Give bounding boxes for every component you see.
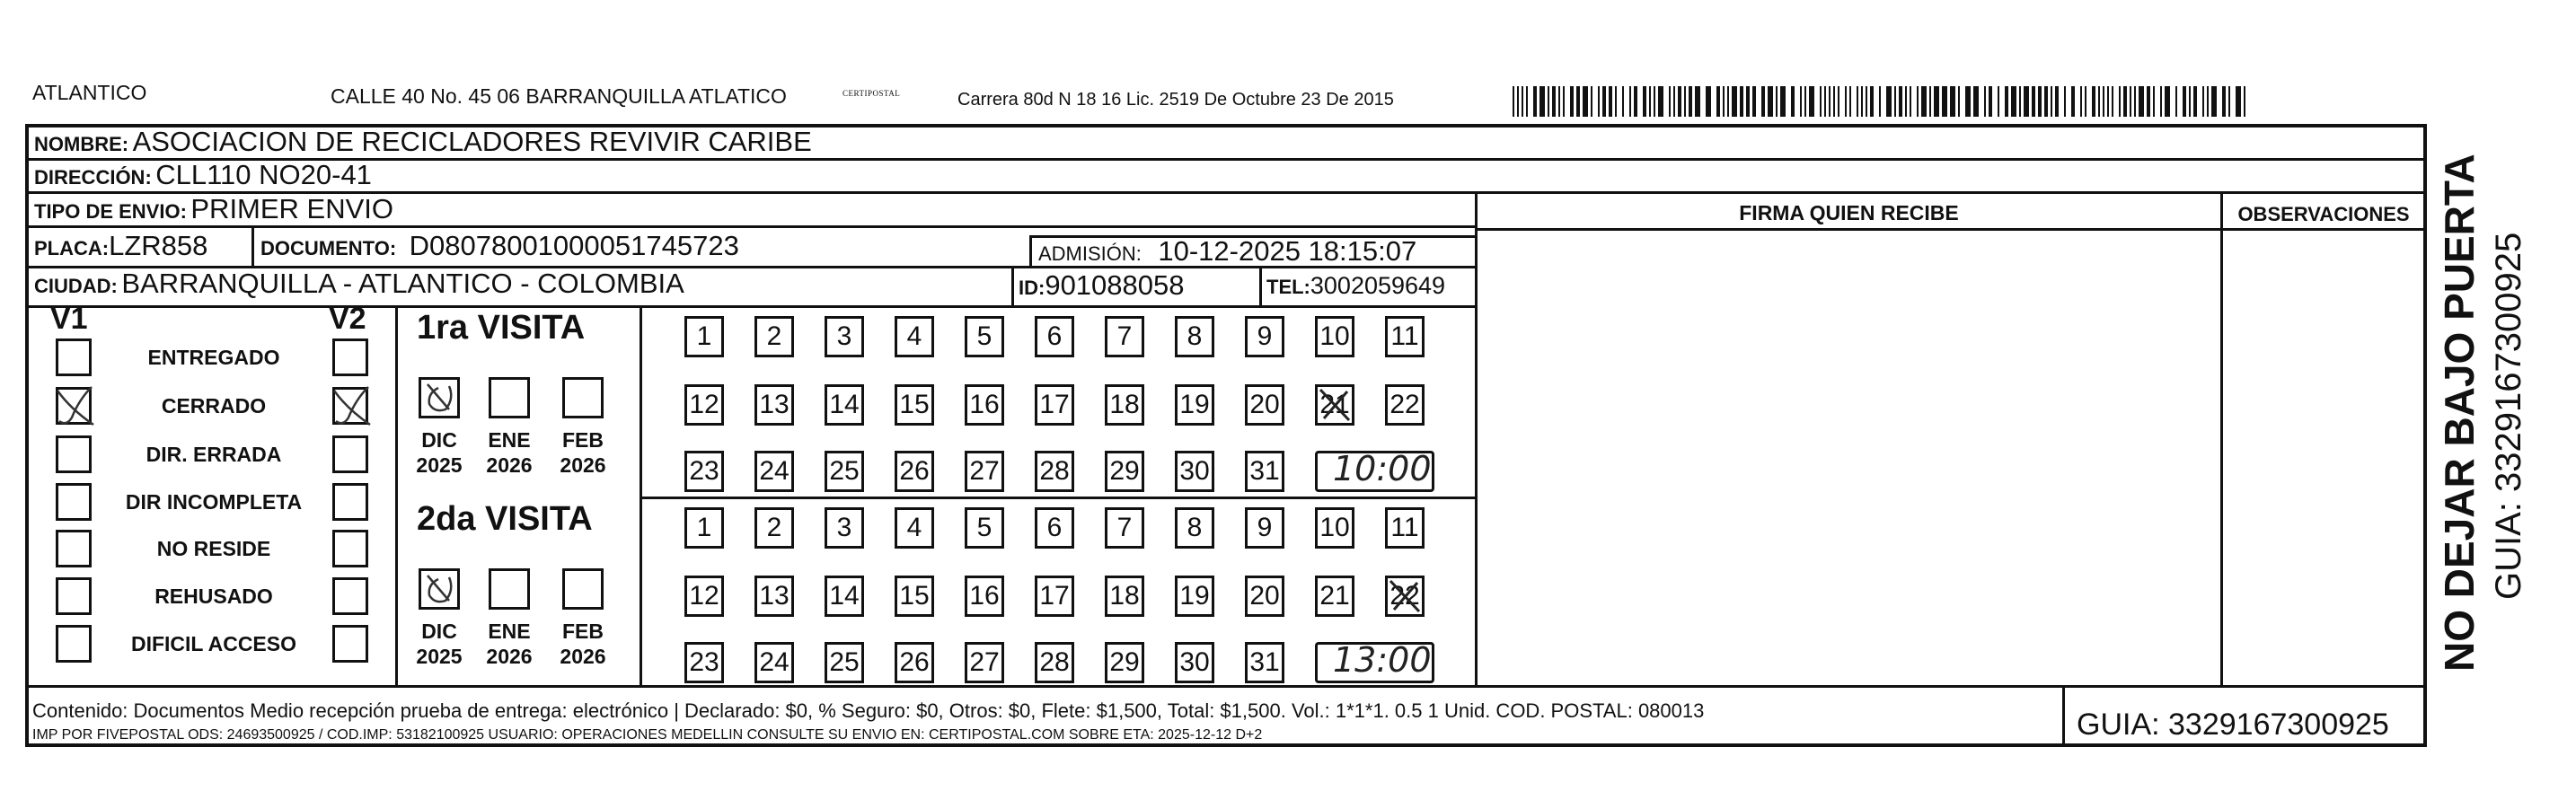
v2-label: V2 xyxy=(329,302,366,336)
day-box[interactable]: 9 xyxy=(1245,507,1284,549)
v1-check-mark xyxy=(52,382,101,430)
day-box[interactable]: 20 xyxy=(1245,576,1284,617)
tipo-envio-label: TIPO DE ENVIO: xyxy=(34,200,187,223)
day-box[interactable]: 22 xyxy=(1385,384,1425,426)
month-label xyxy=(482,619,536,669)
day-box[interactable]: 18 xyxy=(1105,384,1144,426)
direccion-row xyxy=(34,159,372,191)
day-box[interactable]: 29 xyxy=(1105,642,1144,683)
day-box[interactable]: 8 xyxy=(1175,507,1214,549)
reason-label: DIFICIL ACCESO xyxy=(130,632,296,655)
nombre-row xyxy=(34,126,812,158)
day-box[interactable]: 8 xyxy=(1175,316,1214,357)
day-box[interactable]: 28 xyxy=(1035,642,1074,683)
footer-contenido: Contenido: Documentos Medio recepción prueba de entrega: electrónico | Declarado: $0, % Seguro: $0, Otros: $0, Flete: $1,500, Total: $1,500. Vol.: 1*1*1. 0.5 1 Unid. COD. POSTAL: 080013 xyxy=(32,699,1705,722)
placa-row xyxy=(34,230,207,262)
signature-area[interactable] xyxy=(1482,235,2217,681)
day-box[interactable]: 27 xyxy=(965,642,1004,683)
documento-label: DOCUMENTO: xyxy=(260,237,397,259)
month-year: 2025 xyxy=(416,645,463,668)
day-box[interactable]: 11 xyxy=(1385,316,1425,357)
ciudad-label: CIUDAD: xyxy=(34,275,118,297)
month-name: ENE xyxy=(488,620,531,643)
tel-label: TEL: xyxy=(1266,276,1310,298)
day-box[interactable]: 13 xyxy=(754,576,794,617)
day-box[interactable]: 3 xyxy=(825,316,864,357)
month-name: DIC xyxy=(421,620,457,643)
tel-value: 3002059649 xyxy=(1310,272,1446,299)
v2-checkbox[interactable] xyxy=(332,338,368,376)
day-cross-mark xyxy=(1315,384,1354,426)
month-name: ENE xyxy=(488,428,531,452)
placa-value: LZR858 xyxy=(109,230,208,261)
tel-row xyxy=(1266,272,1445,300)
ciudad-row xyxy=(34,268,684,300)
v1-checkbox[interactable] xyxy=(56,625,92,663)
day-box[interactable]: 12 xyxy=(684,384,724,426)
v1-checkbox[interactable] xyxy=(56,338,92,376)
header-license: Carrera 80d N 18 16 Lic. 2519 De Octubre 23 De 2015 xyxy=(957,90,1394,110)
month-name: FEB xyxy=(562,428,604,452)
day-box[interactable]: 15 xyxy=(895,576,934,617)
handwritten-time: 10:00 xyxy=(1333,449,1432,488)
day-box[interactable]: 26 xyxy=(895,642,934,683)
month-label xyxy=(412,427,466,478)
header-region: ATLANTICO xyxy=(32,81,147,104)
day-box[interactable]: 19 xyxy=(1175,576,1214,617)
day-box[interactable]: 25 xyxy=(825,451,864,492)
visit-title: 2da VISITA xyxy=(417,500,593,538)
day-box[interactable]: 31 xyxy=(1245,642,1284,683)
nombre-value: ASOCIACION DE RECICLADORES REVIVIR CARIBE xyxy=(132,126,812,157)
month-label xyxy=(556,619,610,669)
day-box[interactable]: 31 xyxy=(1245,451,1284,492)
day-box[interactable]: 4 xyxy=(895,316,934,357)
certipostal-logo: CERTIPOSTAL xyxy=(842,89,901,98)
day-box[interactable]: 30 xyxy=(1175,451,1214,492)
reason-label: ENTREGADO xyxy=(147,346,280,369)
day-box[interactable]: 20 xyxy=(1245,384,1284,426)
reason-label: DIR INCOMPLETA xyxy=(125,490,303,514)
direccion-value: CLL110 NO20-41 xyxy=(155,159,372,190)
month-checkbox[interactable] xyxy=(562,568,604,610)
day-box[interactable]: 21 xyxy=(1315,384,1354,426)
day-box[interactable]: 14 xyxy=(825,384,864,426)
day-box[interactable]: 27 xyxy=(965,451,1004,492)
ciudad-value: BARRANQUILLA - ATLANTICO - COLOMBIA xyxy=(121,268,684,299)
v1-checkbox[interactable] xyxy=(56,483,92,521)
v1-label: V1 xyxy=(50,302,88,336)
barcode-icon xyxy=(1513,86,2249,119)
observaciones-header: OBSERVACIONES xyxy=(2237,203,2410,225)
handwritten-time: 13:00 xyxy=(1333,640,1432,680)
day-box[interactable]: 17 xyxy=(1035,384,1074,426)
month-year: 2025 xyxy=(416,453,463,477)
month-checkbox[interactable] xyxy=(489,377,530,418)
admision-row xyxy=(1038,235,1416,268)
day-box[interactable]: 23 xyxy=(684,451,724,492)
header-address: CALLE 40 No. 45 06 BARRANQUILLA ATLATICO xyxy=(331,84,787,108)
day-box[interactable]: 23 xyxy=(684,642,724,683)
day-box[interactable]: 16 xyxy=(965,576,1004,617)
footer-imp: IMP POR FIVEPOSTAL ODS: 24693500925 / COD.IMP: 53182100925 USUARIO: OPERACIONES MEDELLIN CONSULTE SU ENVIO EN: CERTIPOSTAL.COM SOBRE ETA: 2025-12-12 D+2 xyxy=(32,727,1263,743)
month-year: 2026 xyxy=(486,645,533,668)
month-checkbox[interactable] xyxy=(562,377,604,418)
day-box[interactable]: 17 xyxy=(1035,576,1074,617)
day-box[interactable]: 13 xyxy=(754,384,794,426)
day-box[interactable]: 30 xyxy=(1175,642,1214,683)
visit-title: 1ra VISITA xyxy=(417,309,586,347)
side-no-dejar: NO DEJAR BAJO PUERTA xyxy=(2436,154,2483,672)
v2-checkbox[interactable] xyxy=(332,625,368,663)
day-box[interactable]: 14 xyxy=(825,576,864,617)
day-box[interactable]: 6 xyxy=(1035,316,1074,357)
month-label xyxy=(412,619,466,669)
day-box[interactable]: 7 xyxy=(1105,507,1144,549)
month-label xyxy=(556,427,610,478)
day-box[interactable]: 4 xyxy=(895,507,934,549)
month-year: 2026 xyxy=(560,645,606,668)
documento-value: D08078001000051745723 xyxy=(409,230,739,261)
day-box[interactable]: 16 xyxy=(965,384,1004,426)
month-checkbox[interactable] xyxy=(489,568,530,610)
day-box[interactable]: 25 xyxy=(825,642,864,683)
day-box[interactable]: 2 xyxy=(754,316,794,357)
direccion-label: DIRECCIÓN: xyxy=(34,166,152,189)
observaciones-area[interactable] xyxy=(2226,235,2420,681)
day-box[interactable]: 9 xyxy=(1245,316,1284,357)
documento-row xyxy=(260,230,739,262)
day-box[interactable]: 18 xyxy=(1105,576,1144,617)
v1-checkbox[interactable] xyxy=(56,577,92,615)
nombre-label: NOMBRE: xyxy=(34,133,129,155)
month-check-mark xyxy=(419,377,460,418)
v2-checkbox[interactable] xyxy=(332,483,368,521)
reason-label: NO RESIDE xyxy=(156,537,271,560)
day-box[interactable]: 15 xyxy=(895,384,934,426)
admision-label: ADMISIÓN: xyxy=(1038,242,1142,265)
day-box[interactable]: 28 xyxy=(1035,451,1074,492)
month-check-mark xyxy=(419,568,460,610)
day-box[interactable]: 21 xyxy=(1315,576,1354,617)
day-box[interactable]: 10 xyxy=(1315,316,1354,357)
v2-checkbox[interactable] xyxy=(332,435,368,473)
month-name: FEB xyxy=(562,620,604,643)
id-label: ID: xyxy=(1019,277,1045,299)
id-value: 901088058 xyxy=(1045,269,1185,301)
day-box[interactable]: 29 xyxy=(1105,451,1144,492)
v2-checkbox[interactable] xyxy=(332,577,368,615)
day-box[interactable]: 1 xyxy=(684,507,724,549)
month-year: 2026 xyxy=(486,453,533,477)
day-box[interactable]: 6 xyxy=(1035,507,1074,549)
side-guia: GUIA: 3329167300925 xyxy=(2489,232,2528,600)
placa-label: PLACA: xyxy=(34,237,110,259)
v2-check-mark xyxy=(329,382,377,430)
day-box[interactable]: 24 xyxy=(754,451,794,492)
firma-header: FIRMA QUIEN RECIBE xyxy=(1739,201,1959,224)
day-box[interactable]: 5 xyxy=(965,316,1004,357)
day-box[interactable]: 19 xyxy=(1175,384,1214,426)
month-label xyxy=(482,427,536,478)
tipo-envio-row xyxy=(34,193,393,225)
reason-label: DIR. ERRADA xyxy=(146,443,282,466)
v2-checkbox[interactable] xyxy=(332,530,368,567)
reason-label: CERRADO xyxy=(161,394,267,418)
day-box[interactable]: 12 xyxy=(684,576,724,617)
day-box[interactable]: 26 xyxy=(895,451,934,492)
footer-guia: GUIA: 3329167300925 xyxy=(2077,708,2389,742)
day-box[interactable]: 3 xyxy=(825,507,864,549)
day-box[interactable]: 24 xyxy=(754,642,794,683)
day-box[interactable]: 5 xyxy=(965,507,1004,549)
day-cross-mark xyxy=(1385,576,1425,617)
month-year: 2026 xyxy=(560,453,606,477)
v1-checkbox[interactable] xyxy=(56,435,92,473)
day-box[interactable]: 11 xyxy=(1385,507,1425,549)
month-name: DIC xyxy=(421,428,457,452)
day-box[interactable]: 7 xyxy=(1105,316,1144,357)
day-box[interactable]: 22 xyxy=(1385,576,1425,617)
day-box[interactable]: 2 xyxy=(754,507,794,549)
reason-label: REHUSADO xyxy=(154,585,273,608)
day-box[interactable]: 1 xyxy=(684,316,724,357)
day-box[interactable]: 10 xyxy=(1315,507,1354,549)
id-row xyxy=(1019,269,1185,302)
admision-value: 10-12-2025 18:15:07 xyxy=(1158,235,1417,267)
tipo-envio-value: PRIMER ENVIO xyxy=(190,193,394,224)
v1-checkbox[interactable] xyxy=(56,530,92,567)
